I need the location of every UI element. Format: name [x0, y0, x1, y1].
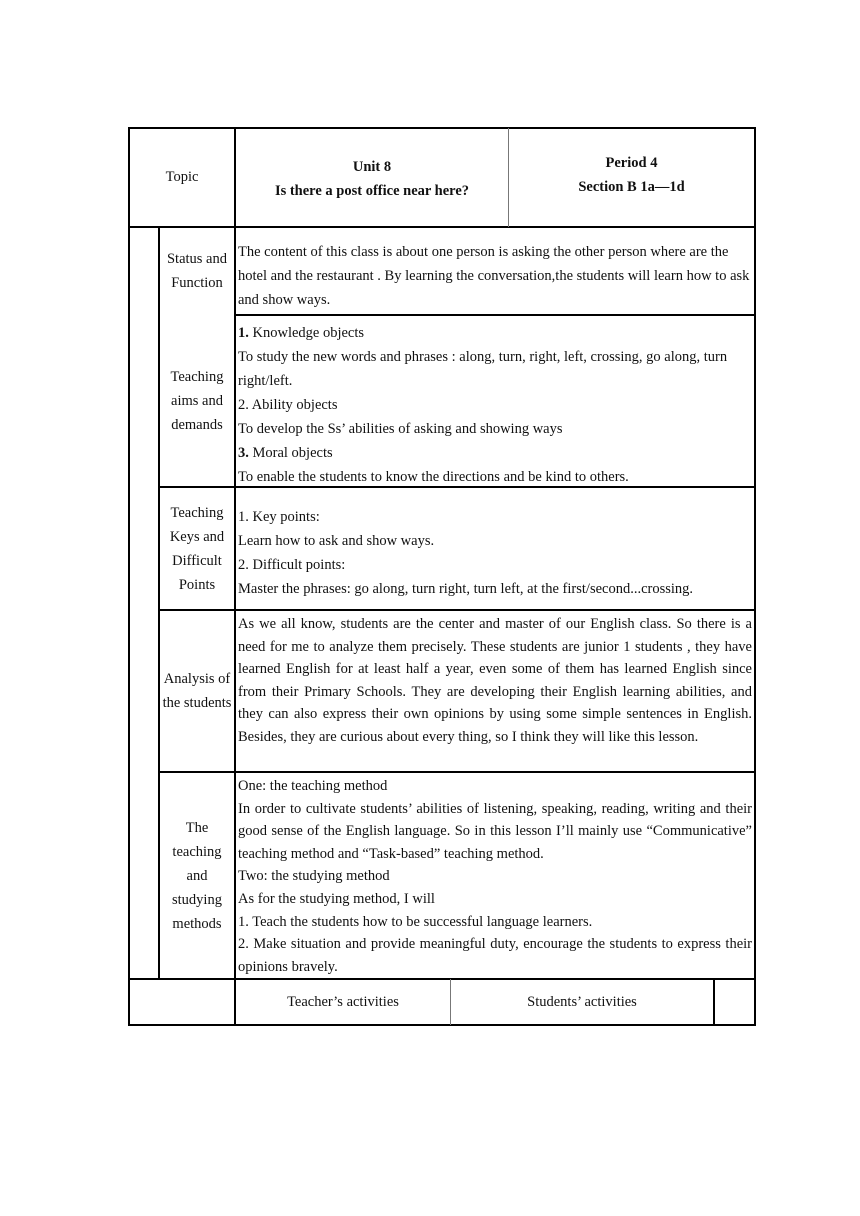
methods-label-cell: [160, 773, 234, 978]
key-points-text: Learn how to ask and show ways.: [238, 533, 435, 549]
studying-method-item-1: 1. Teach the students how to be successful language learners.: [238, 913, 593, 930]
key-points-heading: 1. Key points:: [238, 509, 320, 525]
keys-label-line: Teaching: [170, 504, 224, 521]
aims-label-line: demands: [171, 417, 223, 433]
keys-content: [236, 505, 754, 601]
status-label-line: Function: [171, 275, 223, 291]
students-activities-cell: [451, 980, 713, 1024]
difficult-points-heading: 2. Difficult points:: [238, 557, 346, 573]
status-content: [236, 240, 754, 312]
topic-label: Topic: [165, 169, 199, 185]
methods-label-line: teaching: [172, 843, 222, 860]
unit-title: Unit 8: [352, 158, 392, 175]
methods-label-line: studying: [172, 891, 222, 908]
analysis-label-line: Analysis of: [163, 671, 231, 687]
analysis-label-line: the students: [162, 695, 232, 711]
aims-label-line: Teaching: [170, 369, 224, 385]
status-label-cell: [160, 228, 234, 314]
period-title: Period 4: [605, 154, 658, 171]
aims-content: [236, 321, 754, 489]
studying-method-item-2: 2. Make situation and provide meaningful duty, encourage the students to express their opinions bravely.: [238, 936, 752, 975]
period-cell: [509, 129, 754, 226]
teacher-activities-header: Teacher’s activities: [287, 993, 399, 1010]
aims-item-1-number: 1.: [238, 325, 249, 341]
topic-label-cell: [130, 129, 234, 226]
aims-item-2-text: To develop the Ss’ abilities of asking and showing ways: [238, 421, 563, 437]
methods-label-line: methods: [172, 915, 222, 932]
period-subtitle: Section B 1a—1d: [578, 178, 685, 195]
analysis-label-cell: [160, 611, 234, 771]
studying-method-intro: As for the studying method, I will: [238, 890, 435, 907]
aims-label-cell: [160, 316, 234, 486]
methods-content: [236, 775, 754, 978]
teaching-method-heading: One: the teaching method: [238, 778, 388, 794]
studying-method-heading: Two: the studying method: [238, 868, 390, 885]
analysis-text: As we all know, students are the center and master of our English class. So there is a need for me to analyze them precisely. These students are junior 1 students , they have learned English for at least half a year, even some of them has learned English since from their Primary Schools. They are developing their English learning abilities, and they can also express their own opinions by using some simple sentences in English. Besides, they are curious about every thing, so I think they will like this lesson.: [238, 616, 752, 745]
aims-item-1-heading: Knowledge objects: [248, 325, 365, 341]
students-activities-header: Students’ activities: [527, 993, 637, 1010]
keys-label-line: Keys and: [169, 528, 225, 545]
status-text: The content of this class is about one person is asking the other person where are the hotel and the restaurant . By learning the conversation,the students will learn how to ask and show ways.: [238, 244, 750, 308]
teaching-method-text: In order to cultivate students’ abilities of listening, speaking, reading, writing and their good sense of the English language. So in this lesson I’ll mainly use “Communicative” teaching method and “Task-based” teaching method.: [238, 800, 752, 862]
teacher-activities-cell: [236, 980, 450, 1024]
aims-item-1-title: [238, 321, 752, 345]
aims-item-1-text: To study the new words and phrases : along, turn, right, left, crossing, go along, turn right/left.: [238, 349, 728, 389]
methods-label-line: and: [186, 867, 208, 884]
aims-item-2-title: 2. Ability objects: [238, 397, 338, 413]
aims-item-3-number: 3.: [238, 445, 249, 461]
difficult-points-text: Master the phrases: go along, turn right, turn left, at the first/second...crossing.: [238, 581, 694, 597]
analysis-content: [236, 613, 754, 749]
aims-item-3-heading: Moral objects: [248, 445, 333, 461]
keys-label-cell: [160, 488, 234, 609]
keys-label-line: Difficult: [172, 552, 222, 569]
aims-item-3-title: [238, 441, 752, 465]
aims-label-line: aims and: [171, 393, 223, 409]
unit-subtitle: Is there a post office near here?: [274, 182, 470, 199]
methods-label-line: The: [185, 819, 209, 836]
keys-label-line: Points: [178, 576, 216, 593]
unit-cell: [236, 129, 508, 226]
aims-item-3-text: To enable the students to know the directions and be kind to others.: [238, 469, 629, 485]
status-label-line: Status and: [166, 251, 227, 267]
